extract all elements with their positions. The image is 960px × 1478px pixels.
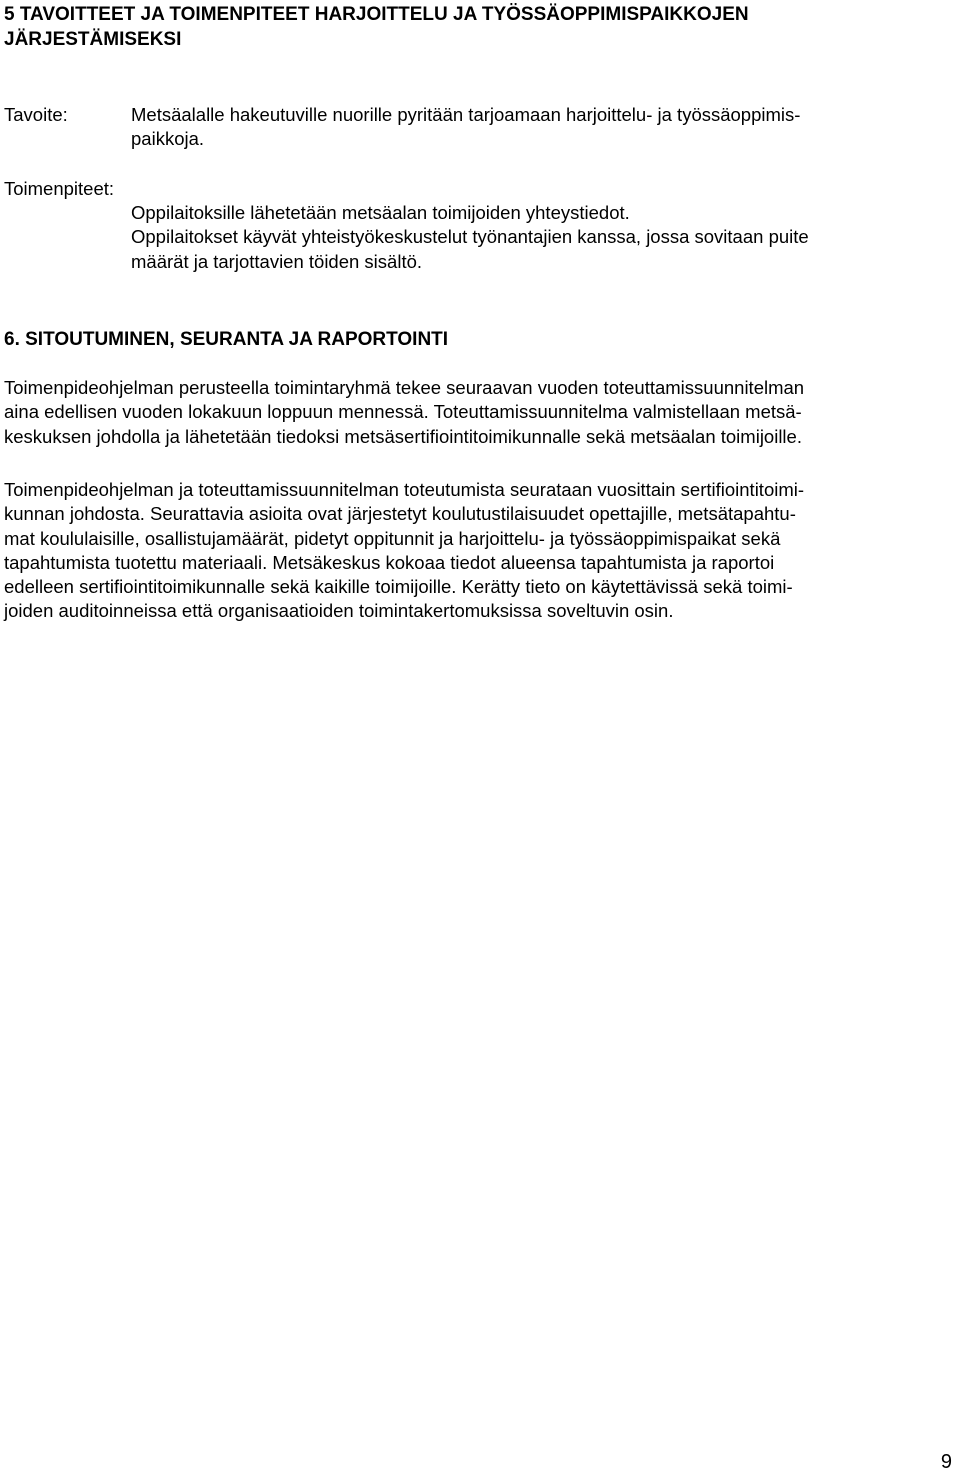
text-line: Metsäalalle hakeutuville nuorille pyritään tarjoamaan harjoittelu- ja työssäoppimis- — [131, 104, 801, 125]
goal-label: Tavoite: — [4, 104, 68, 125]
heading-line: JÄRJESTÄMISEKSI — [4, 29, 182, 50]
text-line: Toimenpideohjelman ja toteuttamissuunnitelman toteutumista seurataan vuosittain sertifiointitoimi- — [4, 479, 805, 500]
text-line: aina edellisen vuoden lokakuun loppuun mennessä. Toteuttamissuunnitelma valmistellaan metsä- — [4, 401, 802, 423]
page-number: 9 — [940, 1451, 952, 1473]
text-line: määrät ja tarjottavien töiden sisältö. — [131, 250, 423, 272]
heading-line: 5 TAVOITTEET JA TOIMENPITEET HARJOITTELU JA TYÖSSÄOPPIMISPAIKKOJEN — [4, 4, 749, 25]
goal-text — [131, 103, 800, 152]
measures-text — [131, 201, 809, 274]
paragraph-2 — [4, 478, 804, 624]
paragraph-1 — [4, 376, 804, 449]
text-line: tapahtumista tuotettu materiaali. Metsäkeskus kokoaa tiedot alueensa tapahtumista ja raportoi — [4, 551, 775, 573]
section-5-heading — [4, 2, 749, 52]
text-line: joiden auditoinneissa että organisaatioiden toimintakertomuksissa soveltuvin osin. — [4, 600, 674, 622]
measures-label: Toimenpiteet: — [4, 178, 115, 199]
text-line: edelleen sertifiointitoimikunnalle sekä kaikille toimijoille. Kerätty tieto on käytettävissä sekä toimi- — [4, 576, 793, 598]
text-line: Oppilaitokset käyvät yhteistyökeskustelut työnantajien kanssa, jossa sovitaan puite — [131, 226, 809, 248]
text-line: paikkoja. — [131, 128, 205, 150]
text-line: Toimenpideohjelman perusteella toimintaryhmä tekee seuraavan vuoden toteuttamissuunnitelman — [4, 377, 805, 398]
section-6-heading: 6. SITOUTUMINEN, SEURANTA JA RAPORTOINTI — [4, 329, 449, 350]
text-line: kunnan johdosta. Seurattavia asioita ovat järjestetyt koulutustilaisuudet opettajille, metsätapahtu- — [4, 503, 796, 525]
text-line: keskuksen johdolla ja lähetetään tiedoksi metsäsertifiointitoimikunnalle sekä metsäalan toimijoille. — [4, 425, 802, 447]
text-line: Oppilaitoksille lähetetään metsäalan toimijoiden yhteystiedot. — [131, 202, 630, 223]
text-line: mat koululaisille, osallistujamäärät, pidetyt oppitunnit ja harjoittelu- ja työssäoppimispaikat sekä — [4, 527, 781, 549]
